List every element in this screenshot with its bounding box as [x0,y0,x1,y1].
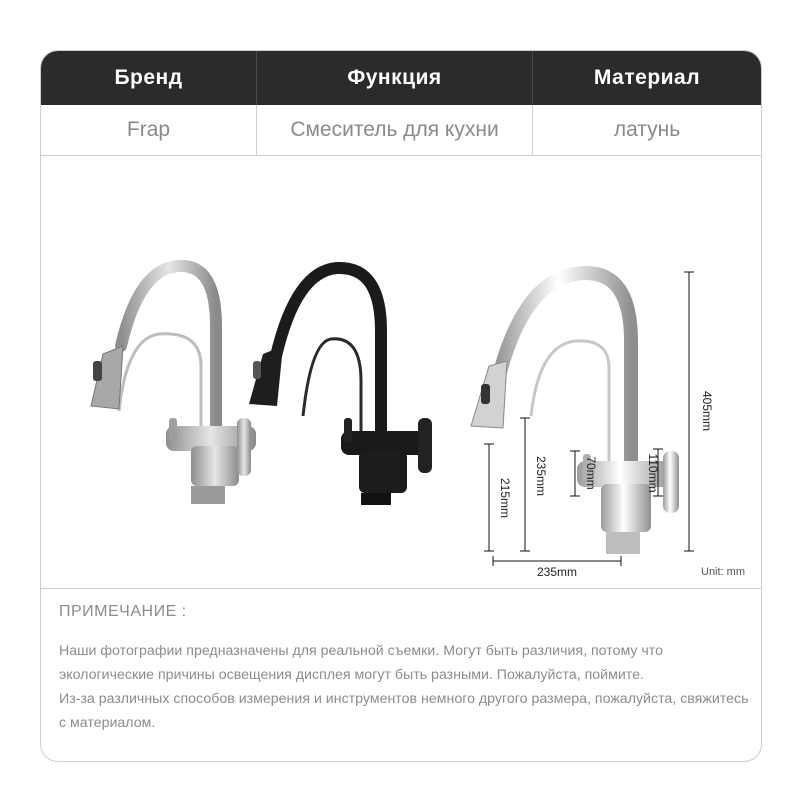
spec-value-row [41,105,761,156]
value-brand: Frap [41,105,257,155]
dim-spout-height: 235mm [534,455,548,497]
header-material: Материал [593,66,701,89]
note-paragraph-1: Наши фотографии предназначены для реальной съемки. Могут быть различия, потому что экологические причины освещения дисплея могут быть разными. Пожалуйста, поймите. [59,643,664,683]
product-info-card [40,50,762,762]
header-function: Функция [257,51,533,105]
dim-handle-height: 70mm [584,456,598,490]
dim-reach: 235mm [536,565,578,579]
product-image-area [41,156,761,589]
dim-body-height: 110mm [646,453,660,493]
spec-header-row [41,51,761,105]
dim-outlet-height: 215mm [498,477,512,519]
faucet-illustration [41,156,762,589]
dim-height-total: 405mm [700,390,714,432]
note-text [59,639,755,735]
unit-label: Unit: mm [701,566,745,578]
black-faucet [249,268,432,505]
value-function: Смеситель для кухни [257,105,533,155]
note-paragraph-2: Из-за различных способов измерения и инструментов немного другого размера, пожалуйста, свяжитесь с материалом. [59,691,749,731]
value-material: латунь [613,118,681,141]
note-title: ПРИМЕЧАНИЕ : [59,603,187,620]
nickel-faucet [91,266,256,504]
header-brand: Бренд [41,51,257,105]
